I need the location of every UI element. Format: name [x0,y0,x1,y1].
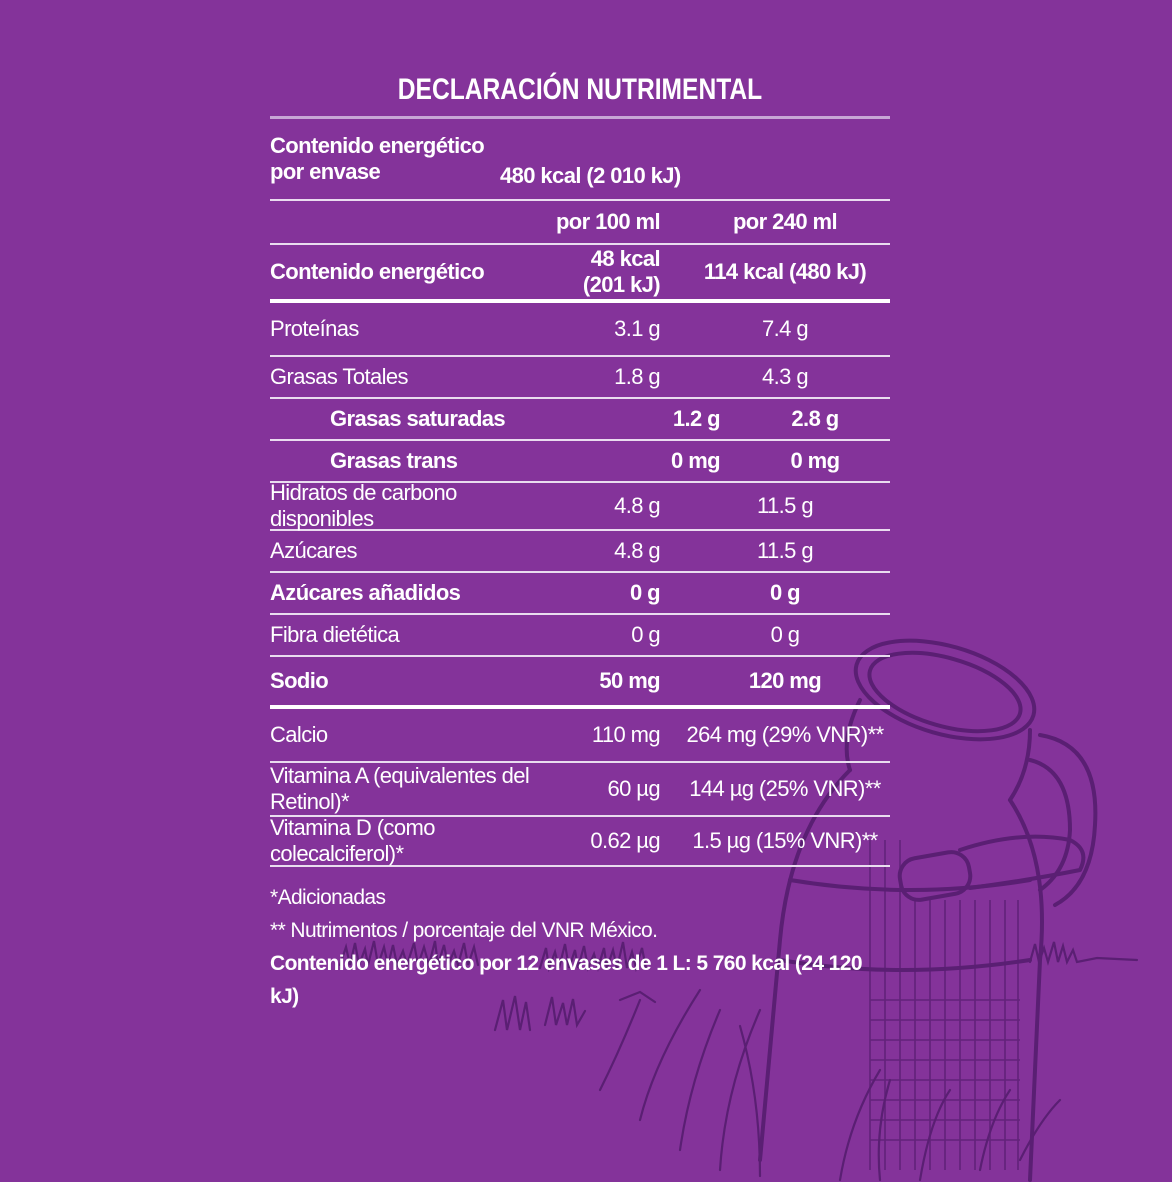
row-label: Azúcares añadidos [270,580,461,605]
row-label: Contenido energético [270,259,485,284]
row-label: Grasas Totales [270,364,408,389]
row-label: Proteínas [270,316,359,341]
row-value-per-240: 0 g [770,622,800,647]
row-value-per-240: 264 mg (29% VNR)** [686,722,884,747]
footnotes [270,881,890,1013]
table-row [270,817,890,867]
row-value-per-240: 4.3 g [762,364,808,389]
row-value-per-100: 50 mg [599,668,660,693]
footnote-vnr: ** Nutrimentos / porcentaje del VNR México. [270,919,658,942]
row-value-per-240: 11.5 g [757,538,813,563]
energy-row [270,245,890,303]
row-value-per-100: 48 kcal (201 kJ) [582,246,660,297]
table-row [270,657,890,709]
row-value-per-240: 7.4 g [762,316,808,341]
column-header-per-100: por 100 ml [555,209,660,234]
row-value-per-240: 0 g [770,580,800,605]
row-value-per-100: 60 µg [607,776,660,801]
row-value-per-240: 1.5 µg (15% VNR)** [692,828,878,853]
row-value-per-100: 4.8 g [614,493,660,518]
row-value-per-240: 114 kcal (480 kJ) [703,259,867,284]
row-value-per-100: 0 g [630,580,660,605]
footnote-total-energy: Contenido energético por 12 envases de 1 L: 5 760 kcal (24 120 kJ) [270,952,862,1008]
row-value-per-100: 0 mg [671,448,720,473]
row-value-per-100: 1.2 g [672,406,720,431]
row-label: Calcio [270,722,328,747]
table-row [270,441,890,483]
row-label: Grasas trans [330,448,458,473]
table-row [270,399,890,441]
column-header-per-240: por 240 ml [732,209,838,234]
table-row [270,480,890,531]
row-value-per-240: 11.5 g [757,493,813,518]
column-header-row [270,201,890,245]
page-title: DECLARACIÓN NUTRIMENTAL [397,73,763,106]
row-value-per-240: 2.8 g [791,406,839,431]
table-row [270,357,890,399]
row-label: Grasas saturadas [330,406,506,431]
table-row [270,531,890,573]
table-row [270,573,890,615]
row-label: Sodio [270,668,329,693]
energy-per-pack-row [270,119,890,201]
table-row [270,763,890,817]
row-value-per-100: 110 mg [591,722,660,747]
row-label: Vitamina A (equivalentes del Retinol)* [270,763,530,814]
row-value-per-100: 1.8 g [614,364,660,389]
table-row [270,709,890,763]
row-value-per-240: 144 µg (25% VNR)** [689,776,881,801]
row-label: Hidratos de carbono disponibles [270,480,457,531]
row-value-per-100: 0.62 µg [590,828,660,853]
nutrition-panel [270,70,890,1013]
row-value-per-100: 3.1 g [614,316,660,341]
row-value-per-100: 4.8 g [614,538,660,563]
row-label: Fibra dietética [270,622,400,647]
row-value-per-240: 0 mg [790,448,840,473]
table-row [270,303,890,357]
row-value-per-240: 120 mg [748,668,822,693]
table-row [270,615,890,657]
row-label: Azúcares [270,538,357,563]
energy-per-pack-value: 480 kcal (2 010 kJ) [500,163,681,188]
row-value-per-100: 0 g [631,622,660,647]
energy-per-pack-label: Contenido energético por envase [270,133,485,184]
footnote-added: *Adicionadas [270,886,386,909]
row-label: Vitamina D (como colecalciferol)* [270,815,435,866]
